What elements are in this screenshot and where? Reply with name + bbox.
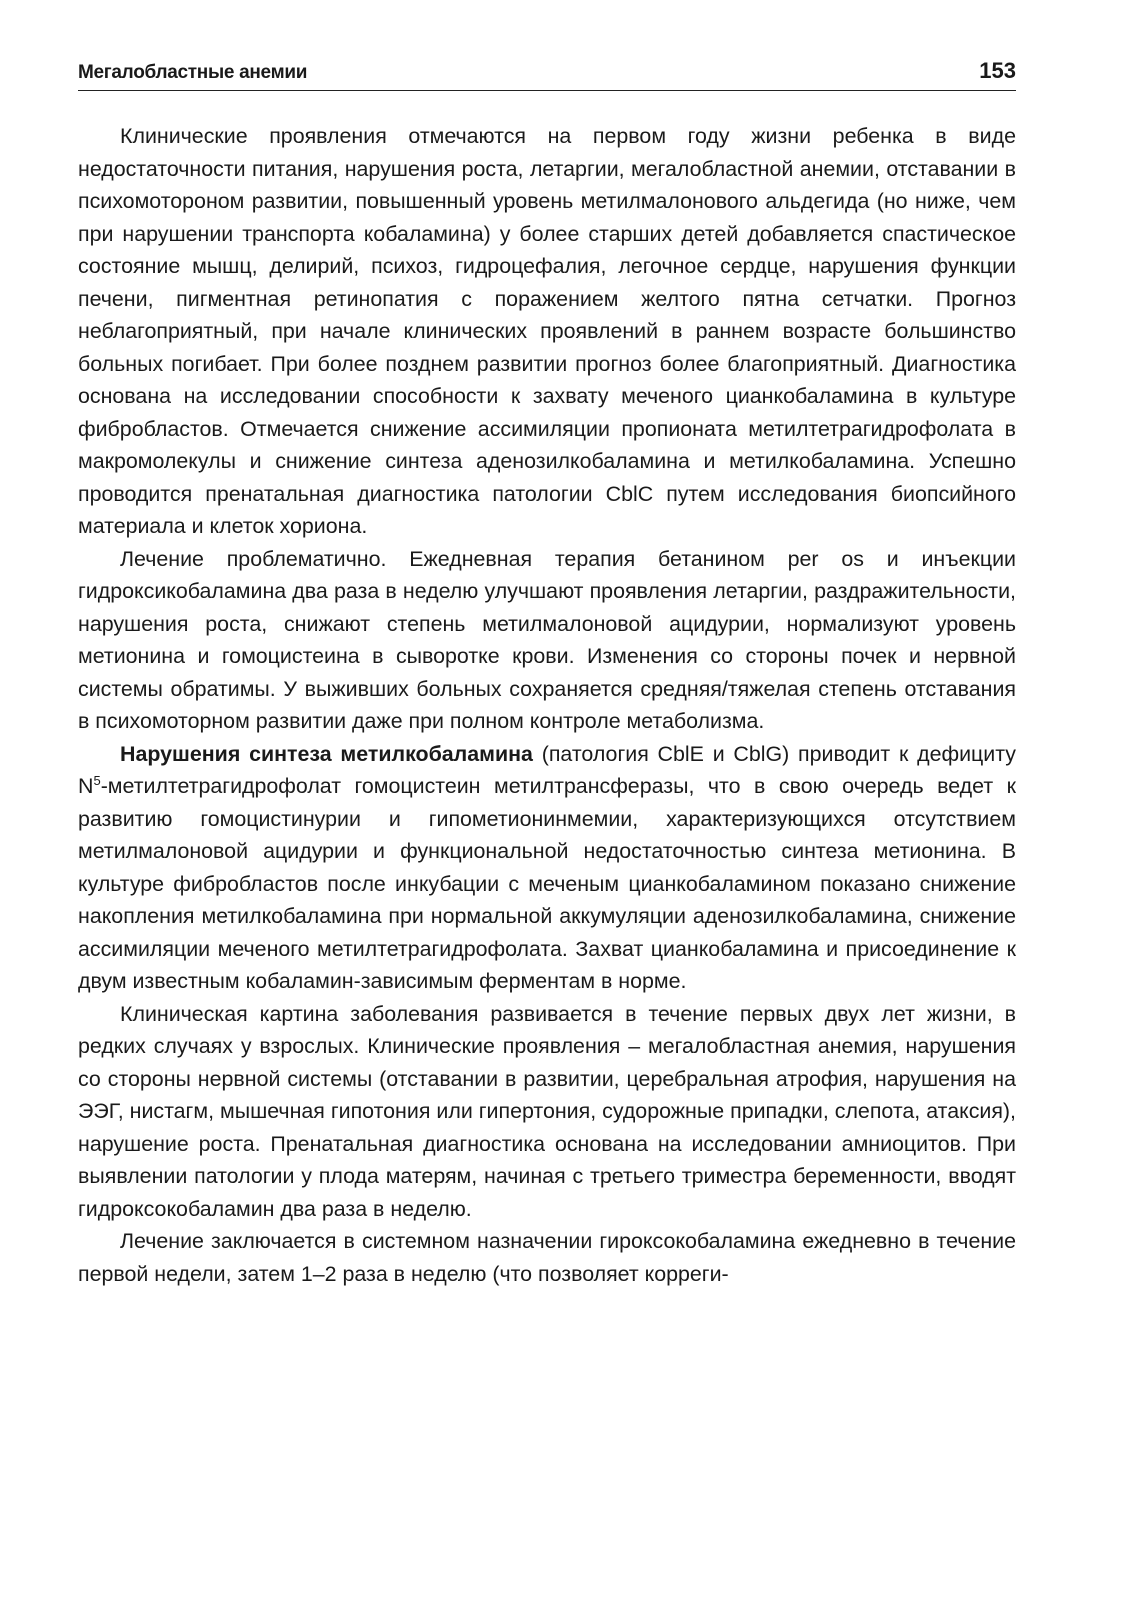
- paragraph-treatment: Лечение проблематично. Ежедневная терапия бетанином per os и инъекции гидроксикобаламина два раза в неделю улучшают проявления летаргии, раздражительности, нарушения роста, снижают степень метилмалоновой ацидурии, нормализуют уровень метионина и гомоцистеина в сыворотке крови. Изменения со стороны почек и нервной системы обратимы. У выживших больных сохраняется средняя/тяжелая степень отставания в психомоторном развитии даже при полном контроле метаболизма.: [78, 546, 1016, 733]
- running-head: [78, 56, 1016, 91]
- paragraph-text: -метилтетрагидрофолат гомоцистеин метилтрансферазы, что в свою очередь ведет к развитию гомоцистинурии и гипометионинмемии, характеризующихся отсутствием метилмалоновой ацидурии и функциональной недостаточностью синтеза метионина. В культуре фибробластов после инкубации с меченым цианкобаламином показано снижение накопления метилкобаламина при нормальной аккумуляции аденозилкобаламина, снижение ассимиляции меченого метилтетрагидрофолата. Захват цианкобаламина и присоединение к двум известным кобаламин-зависимым ферментам в норме.: [78, 774, 1016, 993]
- body-text: [78, 120, 1016, 1290]
- running-title: Мегалобластные анемии: [78, 62, 308, 83]
- page-number: 153: [979, 58, 1016, 83]
- paragraph-therapy: Лечение заключается в системном назначении гироксокобаламина ежедневно в течение первой недели, затем 1–2 раза в неделю (что позволяет корреги-: [78, 1229, 1016, 1286]
- paragraph-clinical-picture: Клиническая картина заболевания развивается в течение первых двух лет жизни, в редких случаях у взрослых. Клинические проявления – мегалобластная анемия, нарушения со стороны нервной системы (отставании в развитии, церебральная атрофия, нарушения на ЭЭГ, нистагм, мышечная гипотония или гипертония, судорожные припадки, слепота, атаксия), нарушение роста. Пренатальная диагностика основана на исследовании амниоцитов. При выявлении патологии у плода матерям, начиная с третьего триместра беременности, вводят гидроксокобаламин два раза в неделю.: [78, 1001, 1016, 1221]
- superscript: 5: [93, 773, 101, 788]
- paragraph-clinical-manifestations: Клинические проявления отмечаются на первом году жизни ребенка в виде недостаточности питания, нарушения роста, летаргии, мегалобластной анемии, отставании в психомотороном развитии, повышенный уровень метилмалонового альдегида (но ниже, чем при нарушении транспорта кобаламина) у более старших детей добавляется спастическое состояние мышц, делирий, психоз, гидроцефалия, легочное сердце, нарушения функции печени, пигментная ретинопатия с поражением желтого пятна сетчатки. Прогноз неблагоприятный, при начале клинических проявлений в раннем возрасте большинство больных погибает. При более позднем развитии прогноз более благоприятный. Диагностика основана на исследовании способности к захвату меченого цианкобаламина в культуре фибробластов. Отмечается снижение ассимиляции пропионата метилтетрагидрофолата в макромолекулы и снижение синтеза аденозилкобаламина и метилкобаламина. Успешно проводится пренатальная диагностика патологии CblC путем исследования биопсийного материала и клеток хориона.: [78, 124, 1016, 538]
- paragraph-methylcobalamin-synthesis: [78, 738, 1016, 998]
- paragraph-text: (патология CblE и CblG) приводит к дефициту N: [78, 741, 1016, 798]
- section-term: Нарушения синтеза метилкобаламина: [120, 741, 533, 766]
